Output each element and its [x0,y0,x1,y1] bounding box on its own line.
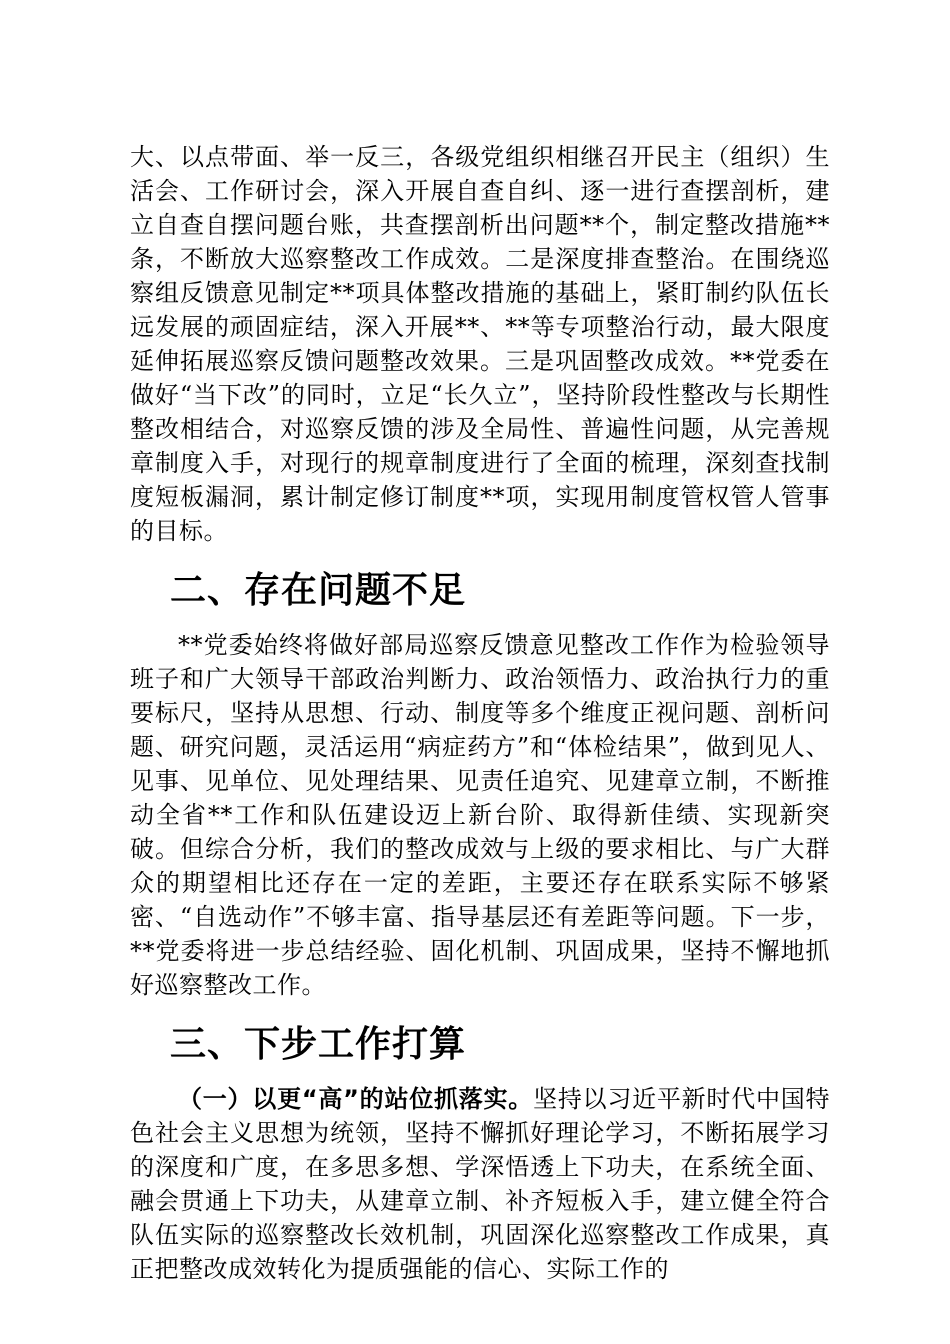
paragraph-body: 坚持以习近平新时代中国特色社会主义思想为统领，坚持不懈抓好理论学习，不断拓展学习的深度和广度，在多思多想、学深悟透上下功夫，在系统全面、融会贯通上下功夫，从建章立制、补齐短板入手，建立健全符合队伍实际的巡察整改长效机制，巩固深化巡察整改工作成果，真正把整改成效转化为提质强能的信心、实际工作的 [130,1085,831,1283]
document-page [130,140,830,1286]
spacer [130,1062,830,1082]
spacer [130,608,830,628]
paragraph-next-steps [130,1082,830,1286]
section-heading-next-steps: 三、下步工作打算 [170,1024,467,1065]
paragraph-lead-title: （一）以更“高”的站位抓落实。 [178,1085,534,1113]
section-heading-problems: 二、存在问题不足 [170,570,467,611]
paragraph-continued: 大、以点带面、举一反三，各级党组织相继召开民主（组织）生活会、工作研讨会，深入开展自查自纠、逐一进行查摆剖析，建立自查自摆问题台账，共查摆剖析出问题**个，制定整改措施**条，不断放大巡察整改工作成效。二是深度排查整治。在围绕巡察组反馈意见制定**项具体整改措施的基础上，紧盯制约队伍长远发展的顽固症结，深入开展**、**等专项整治行动，最大限度延伸拓展巡察反馈问题整改效果。三是巩固整改成效。**党委在做好“当下改”的同时，立足“长久立”，坚持阶段性整改与长期性整改相结合，对巡察反馈的涉及全局性、普遍性问题，从完善规章制度入手，对现行的规章制度进行了全面的梳理，深刻查找制度短板漏洞，累计制定修订制度**项，实现用制度管权管人管事的目标。 [130,143,830,545]
paragraph-problems: **党委始终将做好部局巡察反馈意见整改工作作为检验领导班子和广大领导干部政治判断力、政治领悟力、政治执行力的重要标尺，坚持从思想、行动、制度等多个维度正视问题、剖析问题、研究问题，灵活运用“病症药方”和“体检结果”，做到见人、见事、见单位、见处理结果、见责任追究、见建章立制，不断推动全省**工作和队伍建设迈上新台阶、取得新佳绩、实现新突破。但综合分析，我们的整改成效与上级的要求相比、与广大群众的期望相比还存在一定的差距，主要还存在联系实际不够紧密、“自选动作”不够丰富、指导基层还有差距等问题。下一步，**党委将进一步总结经验、固化机制、巩固成果，坚持不懈地抓好巡察整改工作。 [130,631,830,999]
